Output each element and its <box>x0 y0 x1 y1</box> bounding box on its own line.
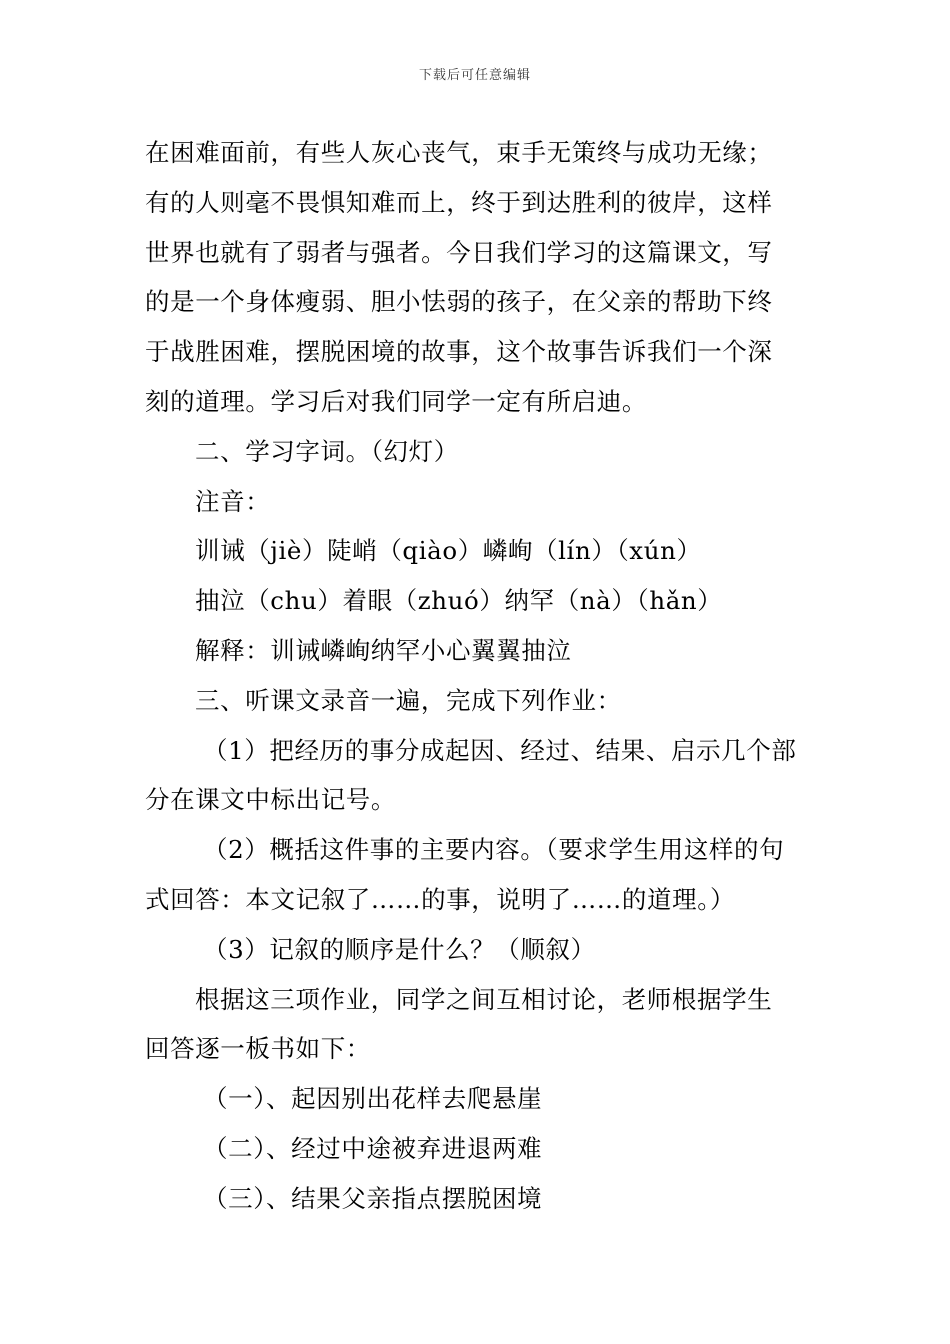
board-item: （二）、经过中途被弃进退两难 <box>203 1133 543 1163</box>
document-body <box>145 128 810 1224</box>
task-item: （2）概括这件事的主要内容。（要求学生用这样的句 <box>203 835 785 865</box>
text-line: 于战胜困难，摆脱困境的故事，这个故事告诉我们一个深 <box>145 337 773 367</box>
pinyin-line: 训诫（jiè）陡峭（qiào）嶙峋（lín）（xún） <box>195 536 702 566</box>
text-line: 回答逐一板书如下： <box>145 1034 371 1064</box>
section-heading: 三、听课文录音一遍，完成下列作业： <box>195 685 622 715</box>
task-item: （1）把经历的事分成起因、经过、结果、启示几个部 <box>203 735 797 765</box>
text-line: 的是一个身体瘦弱、胆小怯弱的孩子，在父亲的帮助下终 <box>145 287 773 317</box>
text-line: 解释：训诫嶙峋纳罕小心翼翼抽泣 <box>195 635 572 665</box>
text-line: 根据这三项作业，同学之间互相讨论，老师根据学生 <box>195 984 773 1014</box>
task-item: （3）记叙的顺序是什么？（顺叙） <box>203 934 596 964</box>
text-line: 注音： <box>195 486 271 516</box>
text-line: 式回答：本文记叙了……的事，说明了……的道理。） <box>145 884 736 914</box>
text-line: 有的人则毫不畏惧知难而上，终于到达胜利的彼岸，这样 <box>145 187 773 217</box>
text-line: 分在课文中标出记号。 <box>145 785 396 815</box>
board-item: （一）、起因别出花样去爬悬崖 <box>203 1084 543 1114</box>
pinyin-line: 抽泣（chu）着眼（zhuó）纳罕（nà）（hǎn） <box>195 586 723 616</box>
text-line: 在困难面前，有些人灰心丧气，束手无策终与成功无缘； <box>145 138 773 167</box>
section-heading: 二、学习字词。（幻灯） <box>195 436 459 466</box>
text-line: 刻的道理。学习后对我们同学一定有所启迪。 <box>145 386 647 416</box>
text-line: 世界也就有了弱者与强者。今日我们学习的这篇课文，写 <box>145 237 773 267</box>
board-item: （三）、结果父亲指点摆脱困境 <box>203 1183 543 1213</box>
page-header: 下载后可任意编辑 <box>418 68 531 83</box>
